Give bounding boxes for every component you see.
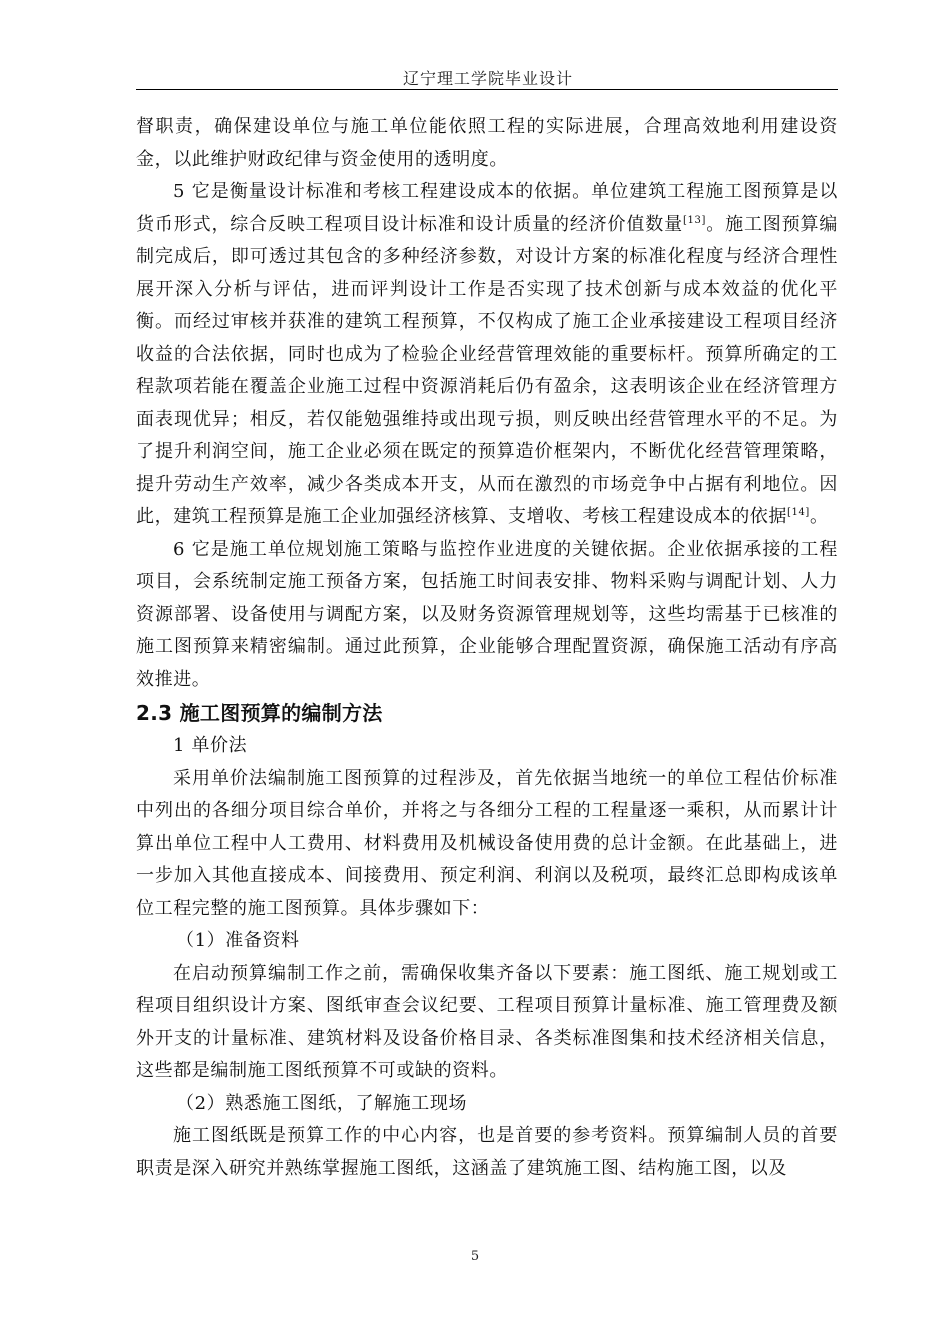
paragraph-text: 。施工图预算编制完成后，即可透过其包含的多种经济参数，对设计方案的标准化程度与经济合理性展开深入分析与评估，进而评判设计工作是否实现了技术创新与成本效益的优化平衡。而经过审核并获准的建筑工程预算，不仅构成了施工企业承接建设工程项目经济收益的合法依据，同时也成为了检验企业经营管理效能的重要标杆。预算所确定的工程款项若能在覆盖企业施工过程中资源消耗后仍有盈余，这表明该企业在经济管理方面表现优异；相反，若仅能勉强维持或出现亏损，则反映出经营管理水平的不足。为了提升利润空间，施工企业必须在既定的预算造价框架内，不断优化经营管理策略，提升劳动生产效率，减少各类成本开支，从而在激烈的市场竞争中占据有利地位。因此，建筑工程预算是施工企业加强经济核算、支增收、考核工程建设成本的依据: [136, 213, 838, 527]
paragraph-text: 5 它是衡量设计标准和考核工程建设成本的依据。单位建筑工程施工图预算是以货币形式，综合反映工程项目设计标准和设计质量的经济价值数量: [136, 181, 838, 235]
page-number: 5: [470, 1249, 480, 1264]
paragraph-unit-price-intro: 采用单价法编制施工图预算的过程涉及，首先依据当地统一的单位工程估价标准中列出的各细分项目综合单价，并将之与各细分工程的工程量逐一乘积，从而累计计算出单位工程中人工费用、材料费用及机械设备使用费的总计金额。在此基础上，进一步加入其他直接成本、间接费用、预定利润、利润以及税项，最终汇总即构成该单位工程完整的施工图预算。具体步骤如下：: [136, 767, 838, 919]
paragraph-familiarize-drawings: 施工图纸既是预算工作的中心内容，也是首要的参考资料。预算编制人员的首要职责是深入研究并熟练掌握施工图纸，这涵盖了建筑施工图、结构施工图，以及: [136, 1125, 838, 1179]
paragraph-continuation: 督职责，确保建设单位与施工单位能依照工程的实际进展，合理高效地利用建设资金，以此维护财政纪律与资金使用的透明度。: [136, 116, 838, 170]
paragraph-item-5: [136, 176, 838, 534]
paragraph-item-6: 6 它是施工单位规划施工策略与监控作业进度的关键依据。企业依据承接的工程项目，会系统制定施工预备方案，包括施工时间表安排、物料采购与调配计划、人力资源部署、设备使用与调配方案，以及财务资源管理规划等，这些均需基于已核准的施工图预算来精密编制。通过此预算，企业能够合理配置资源，确保施工活动有序高效推进。: [136, 538, 838, 690]
section-heading: 2.3 施工图预算的编制方法: [136, 701, 383, 725]
subheading-prepare-materials: （1）准备资料: [176, 930, 300, 951]
citation-ref: [14]: [787, 507, 810, 518]
citation-ref: [13]: [683, 214, 706, 226]
paragraph-text: 。: [809, 506, 829, 527]
document-body: [136, 111, 838, 1185]
running-header: 辽宁理工学院毕业设计: [402, 69, 573, 88]
header-rule: [136, 89, 838, 90]
subheading-unit-price-method: 1 单价法: [173, 735, 248, 756]
paragraph-prepare-materials: 在启动预算编制工作之前，需确保收集齐备以下要素：施工图纸、施工规划或工程项目组织设计方案、图纸审查会议纪要、工程项目预算计量标准、施工管理费及额外开支的计量标准、建筑材料及设备价格目录、各类标准图集和技术经济相关信息，这些都是编制施工图纸预算不可或缺的资料。: [136, 962, 838, 1081]
subheading-familiarize-drawings: （2）熟悉施工图纸，了解施工现场: [176, 1092, 468, 1114]
